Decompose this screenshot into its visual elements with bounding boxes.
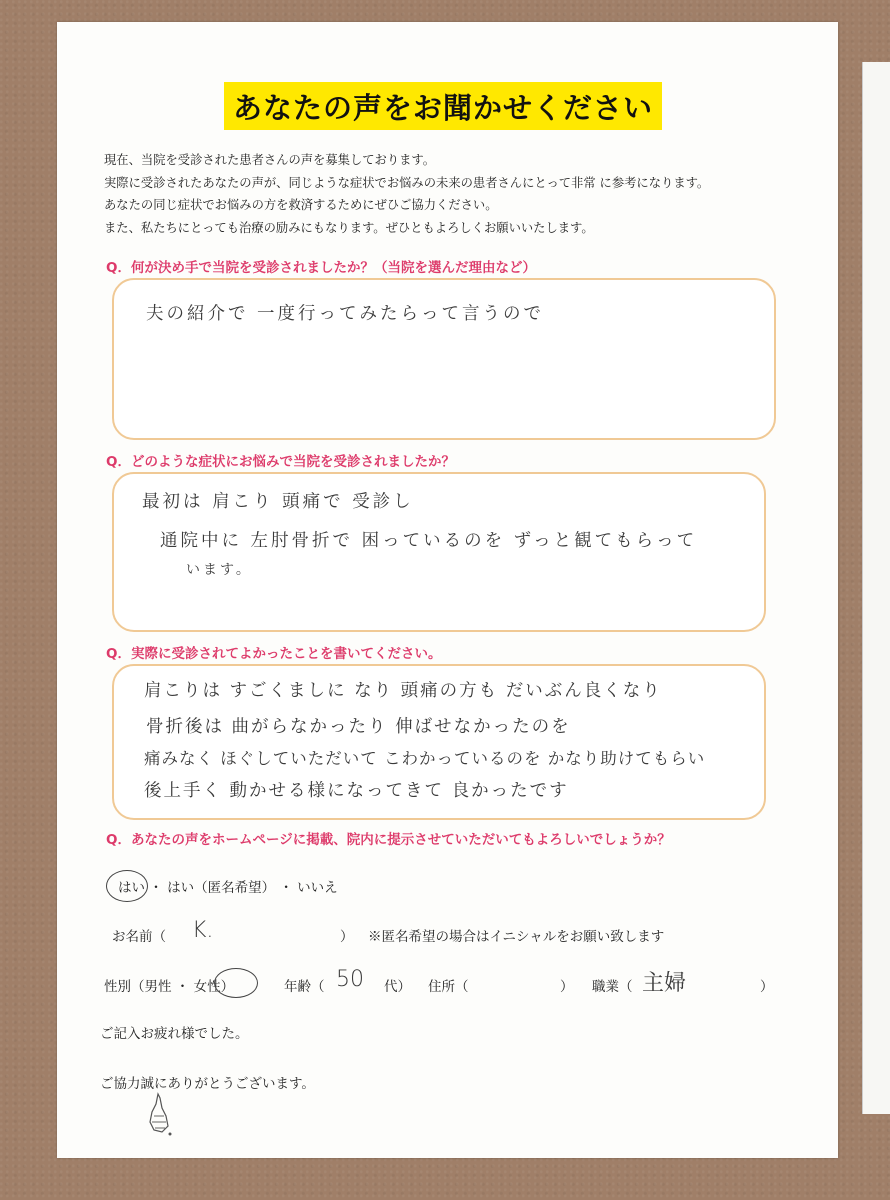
closing-thanks-2: ご協力誠にありがとうございます。 bbox=[100, 1076, 315, 1092]
intro-line: 現在、当院を受診された患者さんの声を募集しております。 bbox=[104, 153, 436, 167]
occupation-label: 職業（ bbox=[592, 979, 633, 995]
stamp-mark-icon bbox=[140, 1090, 180, 1138]
answer-3-line: 痛みなく ほぐしていただいて こわかっているのを かなり助けてもらい bbox=[144, 749, 706, 768]
age-suffix: 代） bbox=[384, 979, 411, 995]
answer-2-line: います。 bbox=[186, 562, 253, 578]
question-4-label: Q．あなたの声をホームページに掲載、院内に提示させていただいてもよろしいでしょうか？ bbox=[106, 832, 671, 848]
name-close: ） bbox=[340, 929, 354, 945]
answer-3-line: 後上手く 動かせる様になってきて 良かったです bbox=[144, 781, 569, 801]
occupation-close: ） bbox=[760, 979, 774, 995]
intro-line: また、私たちにとっても治療の励みにもなります。ぜひともよろしくお願いいたします。 bbox=[104, 221, 594, 236]
answer-3-line: 肩こりは すごくましに なり 頭痛の方も だいぶん良くなり bbox=[144, 681, 662, 701]
selected-female-circle bbox=[214, 968, 258, 998]
intro-line: 実際に受診されたあなたの声が、同じような症状でお悩みの未来の患者さんにとって非常 に参考になります。 bbox=[104, 175, 710, 190]
address-label: 住所（ bbox=[428, 979, 469, 995]
intro-line: あなたの同じ症状でお悩みの方を救済するためにぜひご協力ください。 bbox=[104, 198, 498, 213]
age-label: 年齢（ bbox=[284, 979, 325, 995]
gender-label[interactable]: 性別（男性 ・ 女性） bbox=[104, 979, 235, 995]
page-title: あなたの声をお聞かせください bbox=[232, 90, 653, 125]
answer-2-line: 通院中に 左肘骨折で 困っているのを ずっと観てもらって bbox=[160, 531, 698, 551]
answer-1-line: 夫の紹介で 一度行ってみたらって言うので bbox=[146, 304, 545, 324]
address-close: ） bbox=[560, 979, 574, 995]
question-1-label: Q．何が決め手で当院を受診されましたか？（当院を選んだ理由など） bbox=[106, 260, 536, 276]
adjacent-page-edge bbox=[862, 62, 890, 1114]
name-label: お名前（ bbox=[112, 929, 166, 945]
name-value[interactable]: K. bbox=[192, 918, 214, 943]
occupation-value[interactable]: 主婦 bbox=[642, 971, 687, 996]
consent-options[interactable]: はい ・ はい（匿名希望） ・ いいえ bbox=[118, 880, 338, 896]
question-3-label: Q．実際に受診されてよかったことを書いてください。 bbox=[106, 646, 442, 662]
age-value[interactable]: 50 bbox=[336, 967, 364, 992]
closing-thanks-1: ご記入お疲れ様でした。 bbox=[100, 1026, 249, 1042]
question-2-label: Q．どのような症状にお悩みで当院を受診されましたか？ bbox=[106, 454, 455, 470]
answer-3-line: 骨折後は 曲がらなかったり 伸ばせなかったのを bbox=[146, 717, 571, 737]
selected-yes-circle bbox=[106, 870, 148, 902]
name-note: ※匿名希望の場合はイニシャルをお願い致します bbox=[368, 929, 665, 945]
answer-2-line: 最初は 肩こり 頭痛で 受診し bbox=[142, 492, 414, 512]
title-banner bbox=[224, 82, 662, 130]
intro-text bbox=[104, 149, 804, 240]
